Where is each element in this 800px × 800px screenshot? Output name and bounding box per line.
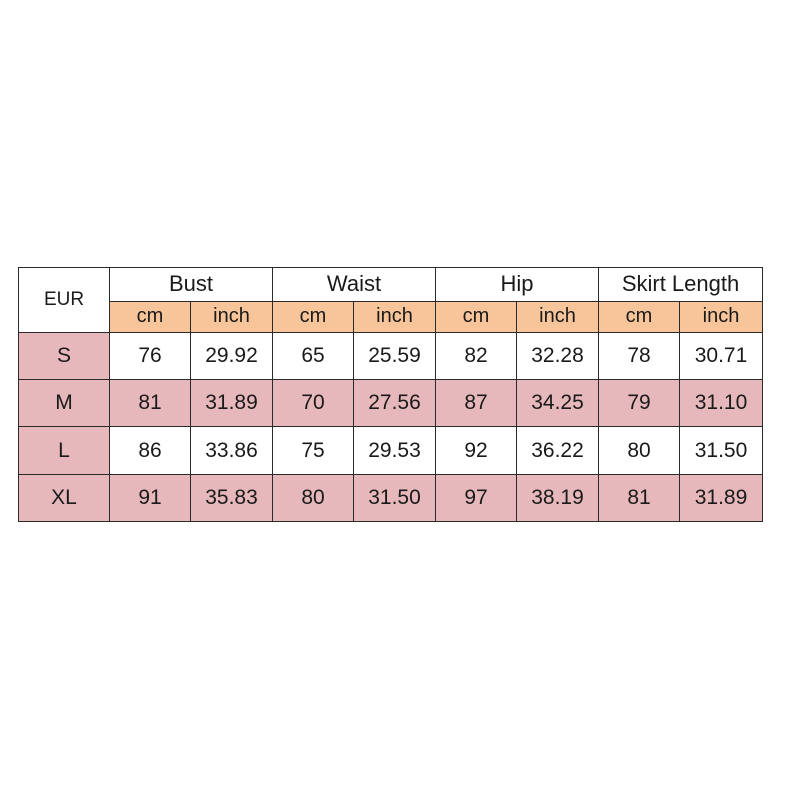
unit-cell: cm xyxy=(599,301,680,332)
table-cell: 29.92 xyxy=(191,332,273,379)
table-cell: 65 xyxy=(273,332,354,379)
table-cell: 70 xyxy=(273,380,354,427)
unit-cell: cm xyxy=(273,301,354,332)
table-cell: 31.10 xyxy=(680,380,763,427)
unit-cell: inch xyxy=(354,301,436,332)
table-cell: 97 xyxy=(436,474,517,521)
size-label: M xyxy=(19,380,110,427)
unit-cell: cm xyxy=(110,301,191,332)
unit-cell: inch xyxy=(191,301,273,332)
table-cell: 81 xyxy=(110,380,191,427)
table-cell: 92 xyxy=(436,427,517,474)
table-cell: 35.83 xyxy=(191,474,273,521)
unit-row xyxy=(19,301,763,332)
table-row-m xyxy=(19,380,763,427)
table-cell: 31.89 xyxy=(191,380,273,427)
size-label: XL xyxy=(19,474,110,521)
unit-cell: cm xyxy=(436,301,517,332)
table-cell: 33.86 xyxy=(191,427,273,474)
skirt-length-header: Skirt Length xyxy=(599,268,763,302)
table-cell: 38.19 xyxy=(517,474,599,521)
table-cell: 34.25 xyxy=(517,380,599,427)
size-label: S xyxy=(19,332,110,379)
size-label: L xyxy=(19,427,110,474)
table-cell: 80 xyxy=(273,474,354,521)
table-cell: 30.71 xyxy=(680,332,763,379)
table-cell: 31.89 xyxy=(680,474,763,521)
header-row xyxy=(19,268,763,302)
table-cell: 78 xyxy=(599,332,680,379)
table-row-l xyxy=(19,427,763,474)
table-cell: 76 xyxy=(110,332,191,379)
table-cell: 31.50 xyxy=(680,427,763,474)
size-chart-table xyxy=(18,267,763,522)
table-cell: 91 xyxy=(110,474,191,521)
table-cell: 36.22 xyxy=(517,427,599,474)
table-cell: 79 xyxy=(599,380,680,427)
unit-cell: inch xyxy=(680,301,763,332)
bust-header: Bust xyxy=(110,268,273,302)
unit-cell: inch xyxy=(517,301,599,332)
table-row-xl xyxy=(19,474,763,521)
table-cell: 86 xyxy=(110,427,191,474)
table-cell: 80 xyxy=(599,427,680,474)
size-system-header: EUR xyxy=(19,268,110,333)
table-cell: 32.28 xyxy=(517,332,599,379)
waist-header: Waist xyxy=(273,268,436,302)
table-cell: 82 xyxy=(436,332,517,379)
table-cell: 31.50 xyxy=(354,474,436,521)
hip-header: Hip xyxy=(436,268,599,302)
table-cell: 25.59 xyxy=(354,332,436,379)
table-row-s xyxy=(19,332,763,379)
table-cell: 87 xyxy=(436,380,517,427)
table-cell: 75 xyxy=(273,427,354,474)
table-cell: 27.56 xyxy=(354,380,436,427)
table-cell: 81 xyxy=(599,474,680,521)
table-cell: 29.53 xyxy=(354,427,436,474)
